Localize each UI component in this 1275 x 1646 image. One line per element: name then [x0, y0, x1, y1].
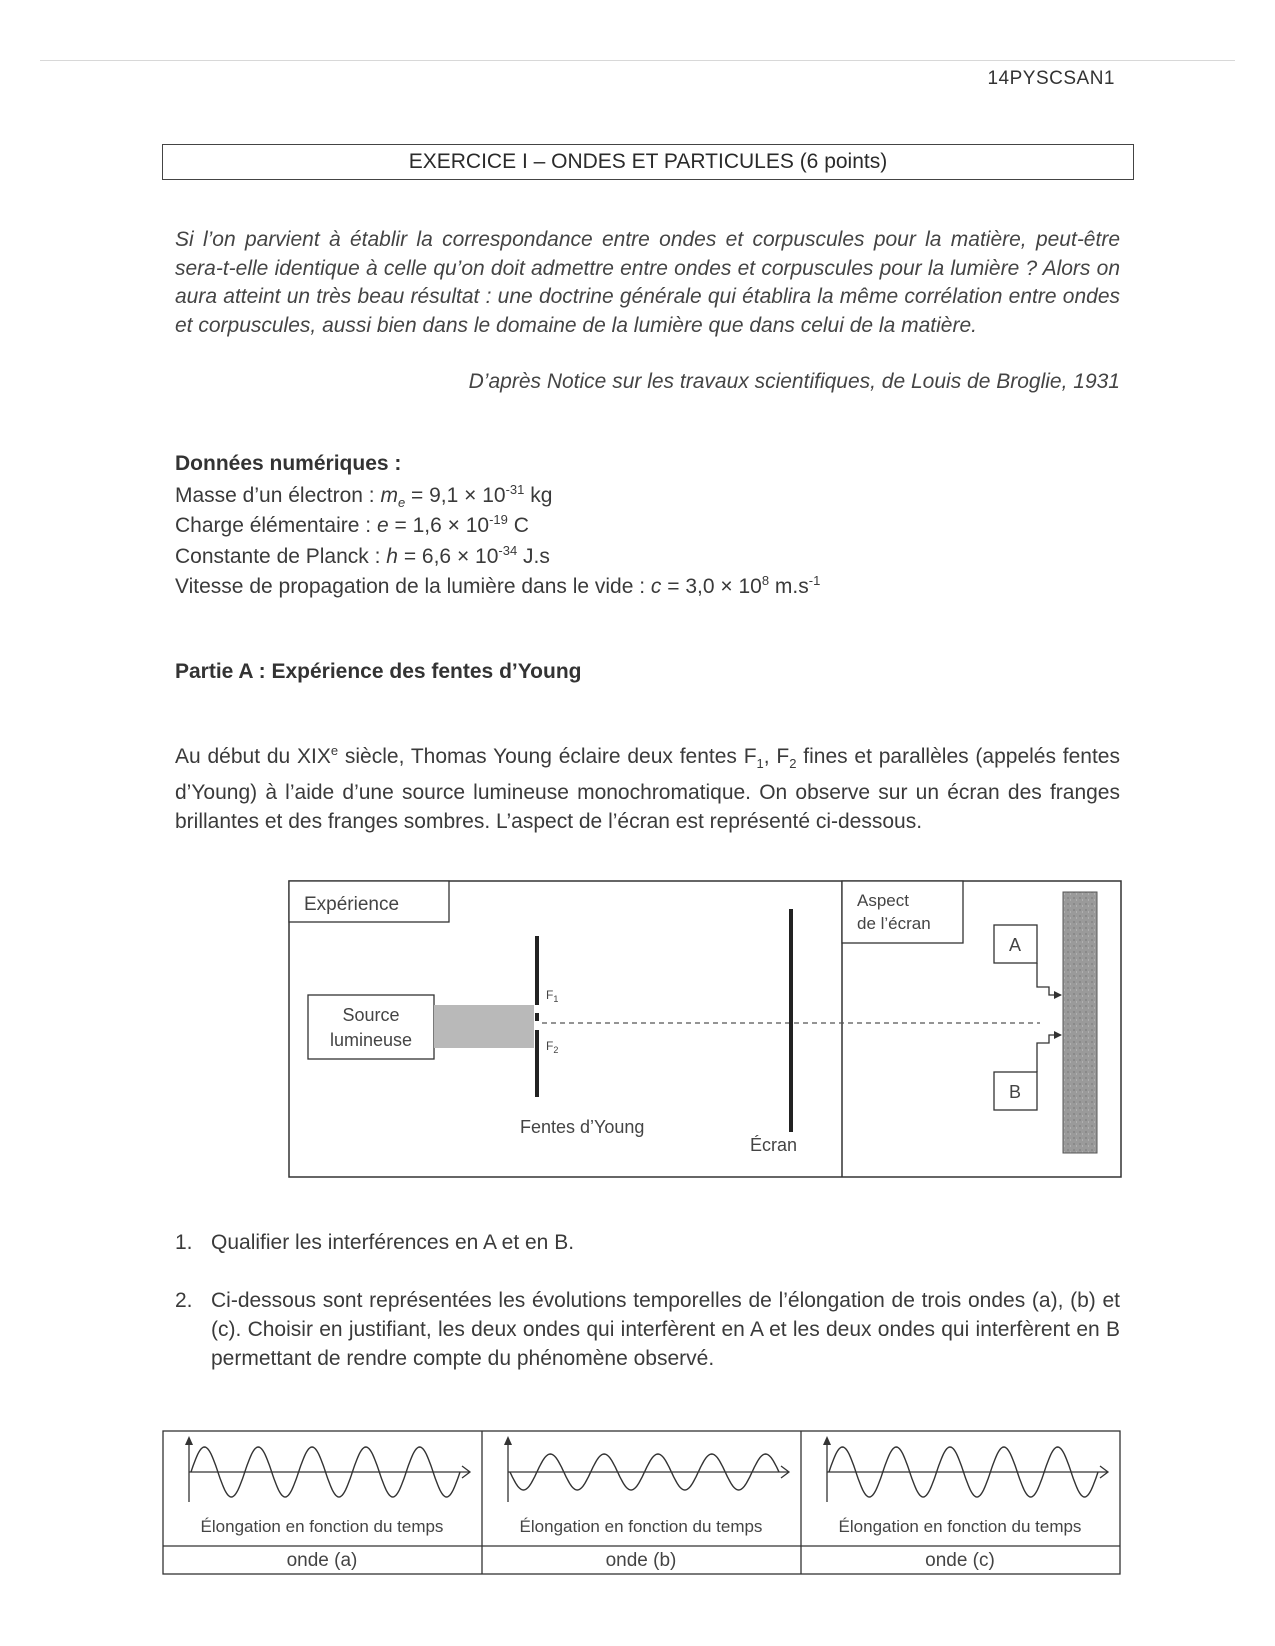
wave-a-caption: Élongation en fonction du temps: [200, 1517, 444, 1536]
point-b-label: B: [1008, 1082, 1022, 1102]
donnee-planck: Constante de Planck : $h = 6,6 \times 10^{-34}$ J.s: [175, 543, 550, 568]
waves-table: [160, 1428, 1123, 1578]
partie-a-title: Partie A : Expérience des fentes d’Young: [175, 660, 582, 683]
point-a-connector: [1037, 963, 1061, 995]
aspect-label-1: Aspect: [857, 891, 909, 910]
source-label-2: lumineuse: [329, 1030, 413, 1050]
quote-source: D’après Notice sur les travaux scientifiques, de Louis de Broglie, 1931: [468, 370, 1120, 393]
wave-c-cell: [823, 1436, 1108, 1571]
document-code: 14PYSCSAN1: [987, 68, 1115, 89]
point-b-arrowhead: [1054, 1031, 1062, 1039]
question-1-text: Qualifier les interférences en A et en B.: [211, 1231, 575, 1254]
wave-a-name: onde (a): [286, 1550, 358, 1571]
point-a-arrowhead: [1054, 991, 1062, 999]
source-label-1: Source: [342, 1005, 400, 1025]
exercise-title: EXERCICE I – ONDES ET PARTICULES (6 points): [162, 144, 1134, 180]
donnee-charge: Charge élémentaire : $e = 1,6 \times 10^{-19}$ C: [175, 512, 529, 537]
experience-label: Expérience: [304, 894, 400, 915]
slit-f1-label: $F_1$: [546, 988, 559, 1004]
wave-b-y-arrowhead: [504, 1436, 512, 1445]
wave-b-caption: Élongation en fonction du temps: [519, 1517, 763, 1536]
partie-a-intro: Au début du XIXe siècle, Thomas Young éclaire deux fentes $F_1$, $F_2$ fines et parallèles (appelés fentes d’Young) à l’aide d’une source lumineuse monochromatique. On observe sur un écran des franges brillantes et des franges sombres. L’aspect de l’écran est représenté ci-dessous.: [175, 743, 1120, 834]
wave-a-y-arrowhead: [185, 1436, 193, 1445]
question-2-number: 2.: [175, 1289, 193, 1312]
wave-b-name: onde (b): [605, 1550, 677, 1571]
header-rule: [40, 60, 1235, 61]
wave-c-y-arrowhead: [823, 1436, 831, 1445]
wave-c-name: onde (c): [925, 1550, 995, 1571]
wave-b-cell: [504, 1436, 789, 1571]
donnee-vitesse: Vitesse de propagation de la lumière dans le vide : $c = 3,0 \times 10^8$ $m.s^{-1}$: [175, 573, 821, 598]
ecran-label: Écran: [750, 1135, 798, 1155]
donnee-masse: Masse d’un électron : $m_e = 9,1 \times 10^{-31}$ kg: [175, 482, 553, 511]
quote-text: Si l’on parvient à établir la correspondance entre ondes et corpuscules pour la matière, peut-être sera-t-elle identique à celle qu’on doit admettre entre ondes et corpuscules pour la lumière ? Alors on aura atteint un très beau résultat : une doctrine générale qui établira la même corrélation entre ondes et corpuscules, aussi bien dans le domaine de la lumière que dans celui de la matière.: [175, 228, 1120, 337]
donnees-title: Données numériques :: [175, 452, 402, 475]
question-1-number: 1.: [175, 1231, 193, 1254]
point-b-connector: [1037, 1035, 1061, 1072]
screen-fringes: [1063, 892, 1097, 1153]
wave-a-cell: [185, 1436, 470, 1571]
wave-c-caption: Élongation en fonction du temps: [838, 1517, 1082, 1536]
aspect-label-2: de l’écran: [857, 914, 931, 933]
light-beam: [434, 1005, 534, 1048]
question-2-text: Ci-dessous sont représentées les évolutions temporelles de l’élongation de trois ondes (a), (b) et (c). Choisir en justifiant, les deux ondes qui interfèrent en A et les deux ondes qui interfèrent en B permettant de rendre compte du phénomène observé.: [211, 1289, 1120, 1370]
point-a-label: A: [1008, 935, 1022, 955]
fentes-label: Fentes d’Young: [520, 1117, 645, 1137]
young-slits-figure: [280, 872, 1130, 1182]
slit-f2-label: $F_2$: [546, 1039, 559, 1055]
